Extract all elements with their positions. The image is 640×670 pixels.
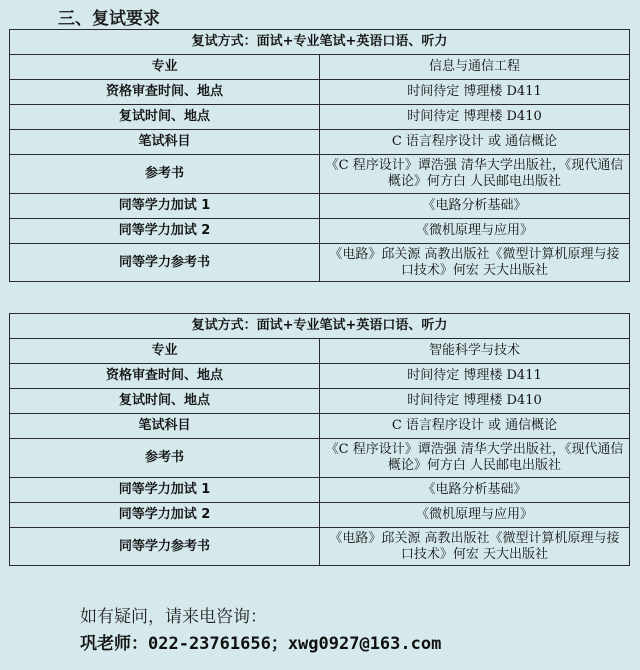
row-value: 时间待定 博理楼 D410 <box>320 105 630 130</box>
row-value: 《C 程序设计》谭浩强 清华大学出版社，《现代通信概论》何方白 人民邮电出版社 <box>320 155 630 194</box>
row-label: 参考书 <box>10 155 320 194</box>
table-row <box>10 55 630 80</box>
row-value: 时间待定 博理楼 D411 <box>320 364 630 389</box>
row-value: 《电路》邱关源 高教出版社《微型计算机原理与接口技术》何宏 天大出版社 <box>320 244 630 282</box>
table-row <box>10 130 630 155</box>
row-value: 时间待定 博理楼 D410 <box>320 389 630 414</box>
table-row <box>10 389 630 414</box>
section-title: 三、复试要求 <box>58 9 160 29</box>
row-label: 同等学力加试 2 <box>10 503 320 528</box>
table-row <box>10 194 630 219</box>
table-row <box>10 80 630 105</box>
row-label: 同等学力参考书 <box>10 244 320 282</box>
table-row <box>10 439 630 478</box>
table-header: 复试方式：面试+专业笔试+英语口语、听力 <box>10 314 630 339</box>
row-value: C 语言程序设计 或 通信概论 <box>320 414 630 439</box>
row-label: 同等学力加试 2 <box>10 219 320 244</box>
table-row <box>10 339 630 364</box>
contact-details: 022-23761656；xwg0927@163.com <box>148 634 442 654</box>
table-row <box>10 478 630 503</box>
table-row <box>10 244 630 282</box>
table-header: 复试方式：面试+专业笔试+英语口语、听力 <box>10 30 630 55</box>
row-label: 参考书 <box>10 439 320 478</box>
row-label: 笔试科目 <box>10 414 320 439</box>
table-row <box>10 364 630 389</box>
table-row <box>10 414 630 439</box>
row-label: 专业 <box>10 339 320 364</box>
contact-info <box>80 629 441 654</box>
row-label: 资格审查时间、地点 <box>10 80 320 105</box>
row-value: 《微机原理与应用》 <box>320 503 630 528</box>
table-row <box>10 105 630 130</box>
row-value: C 语言程序设计 或 通信概论 <box>320 130 630 155</box>
requirements-table-1 <box>9 29 630 282</box>
row-label: 复试时间、地点 <box>10 105 320 130</box>
requirements-table-2 <box>9 313 630 566</box>
row-value: 智能科学与技术 <box>320 339 630 364</box>
row-label: 同等学力参考书 <box>10 528 320 566</box>
table-row <box>10 219 630 244</box>
row-label: 资格审查时间、地点 <box>10 364 320 389</box>
contact-teacher: 巩老师： <box>80 634 148 654</box>
row-label: 专业 <box>10 55 320 80</box>
row-value: 《电路分析基础》 <box>320 478 630 503</box>
contact-prompt: 如有疑问，请来电咨询： <box>80 607 267 627</box>
table-row <box>10 528 630 566</box>
table-row <box>10 155 630 194</box>
row-value: 《电路分析基础》 <box>320 194 630 219</box>
row-value: 《C 程序设计》谭浩强 清华大学出版社，《现代通信概论》何方白 人民邮电出版社 <box>320 439 630 478</box>
row-label: 同等学力加试 1 <box>10 478 320 503</box>
row-label: 复试时间、地点 <box>10 389 320 414</box>
row-value: 时间待定 博理楼 D411 <box>320 80 630 105</box>
row-label: 同等学力加试 1 <box>10 194 320 219</box>
row-value: 信息与通信工程 <box>320 55 630 80</box>
row-value: 《微机原理与应用》 <box>320 219 630 244</box>
row-label: 笔试科目 <box>10 130 320 155</box>
row-value: 《电路》邱关源 高教出版社《微型计算机原理与接口技术》何宏 天大出版社 <box>320 528 630 566</box>
table-row <box>10 503 630 528</box>
